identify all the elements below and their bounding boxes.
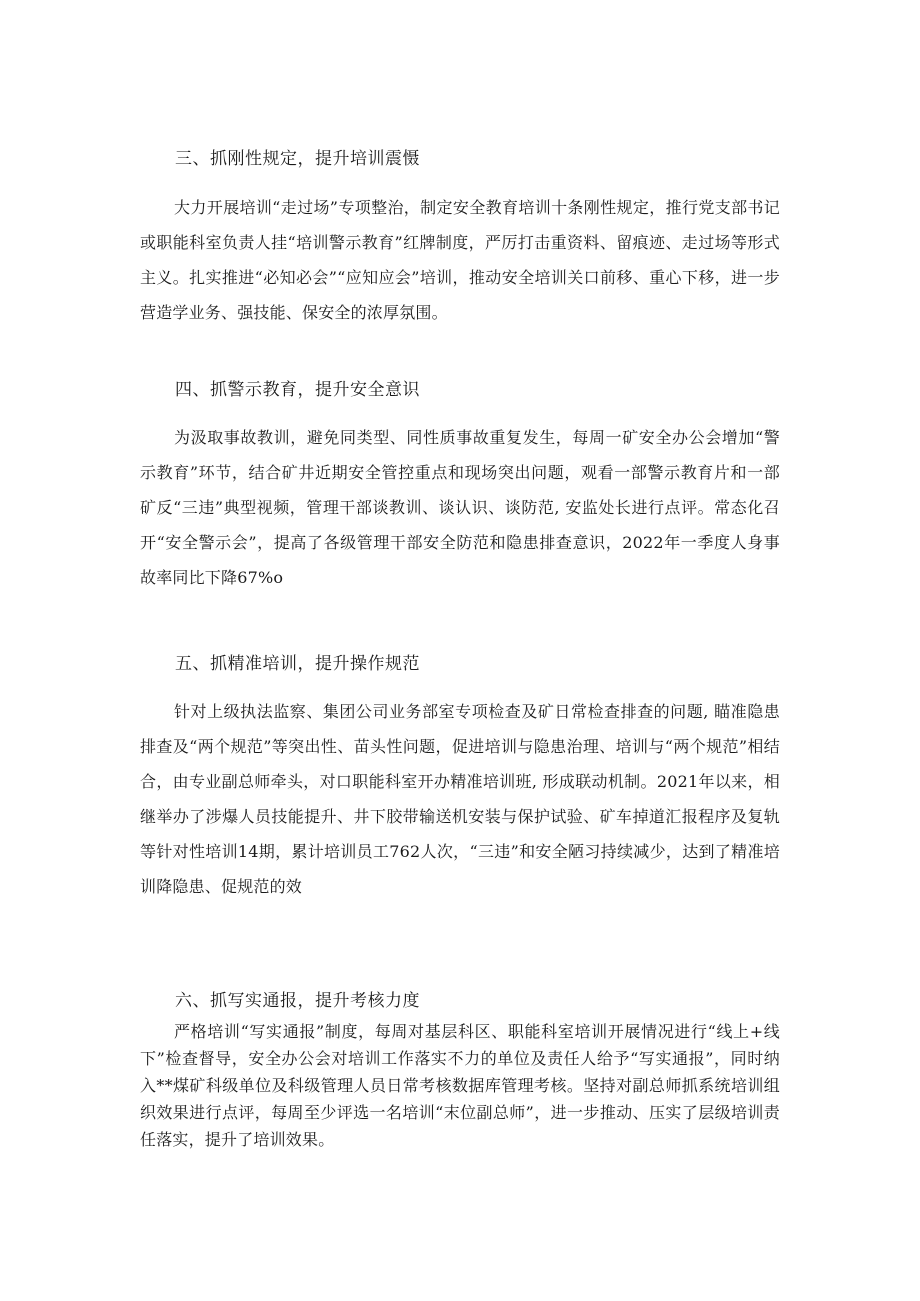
- section-body-5: 针对上级执法监察、集团公司业务部室专项检查及矿日常检查排查的问题, 瞄准隐患排查及“两个规范”等突出性、苗头性问题，促进培训与隐患治理、培训与“两个规范”相结合，由专业副总师牵头，对口职能科室开办精准培训班, 形成联动机制。2021年以来，相继举办了涉爆人员技能提升、井下胶带输送机安装与保护试验、矿车掉道汇报程序及复轨等针对性培训14期，累计培训员工762人次，“三违”和安全陋习持续减少，达到了精准培训降隐患、促规范的效: [140, 702, 780, 896]
- section-heading-5: 五、抓精准培训，提升操作规范: [175, 654, 420, 674]
- section-heading-4: 四、抓警示教育，提升安全意识: [175, 380, 420, 400]
- section-heading-3: 三、抓刚性规定，提升培训震慑: [175, 149, 420, 169]
- section-body-6: 严格培训“写实通报”制度，每周对基层科区、职能科室培训开展情况进行“线上+线下”检查督导，安全办公会对培训工作落实不力的单位及责任人给予“写实通报”，同时纳入**煤矿科级单位及科级管理人员日常考核数据库管理考核。坚持对副总师抓系统培训组织效果进行点评，每周至少评选一名培训“末位副总师”，进一步推动、压实了层级培训责任落实，提升了培训效果。: [140, 1022, 780, 1149]
- section-body-3: 大力开展培训“走过场”专项整治，制定安全教育培训十条刚性规定，推行党支部书记或职能科室负责人挂“培训警示教育”红牌制度，严厉打击重资料、留痕迹、走过场等形式主义。扎实推进“必知必会”“应知应会”培训，推动安全培训关口前移、重心下移，进一步营造学业务、强技能、保安全的浓厚氛围。: [140, 198, 780, 322]
- section-body-4: 为汲取事故教训，避免同类型、同性质事故重复发生，每周一矿安全办公会增加“警示教育”环节，结合矿井近期安全管控重点和现场突出问题，观看一部警示教育片和一部矿反“三违”典型视频，管理干部谈教训、谈认识、谈防范, 安监处长进行点评。常态化召开“安全警示会”，提高了各级管理干部安全防范和隐患排查意识，2022年一季度人身事故率同比下降67%o: [140, 428, 780, 587]
- section-heading-6: 六、抓写实通报，提升考核力度: [175, 991, 420, 1011]
